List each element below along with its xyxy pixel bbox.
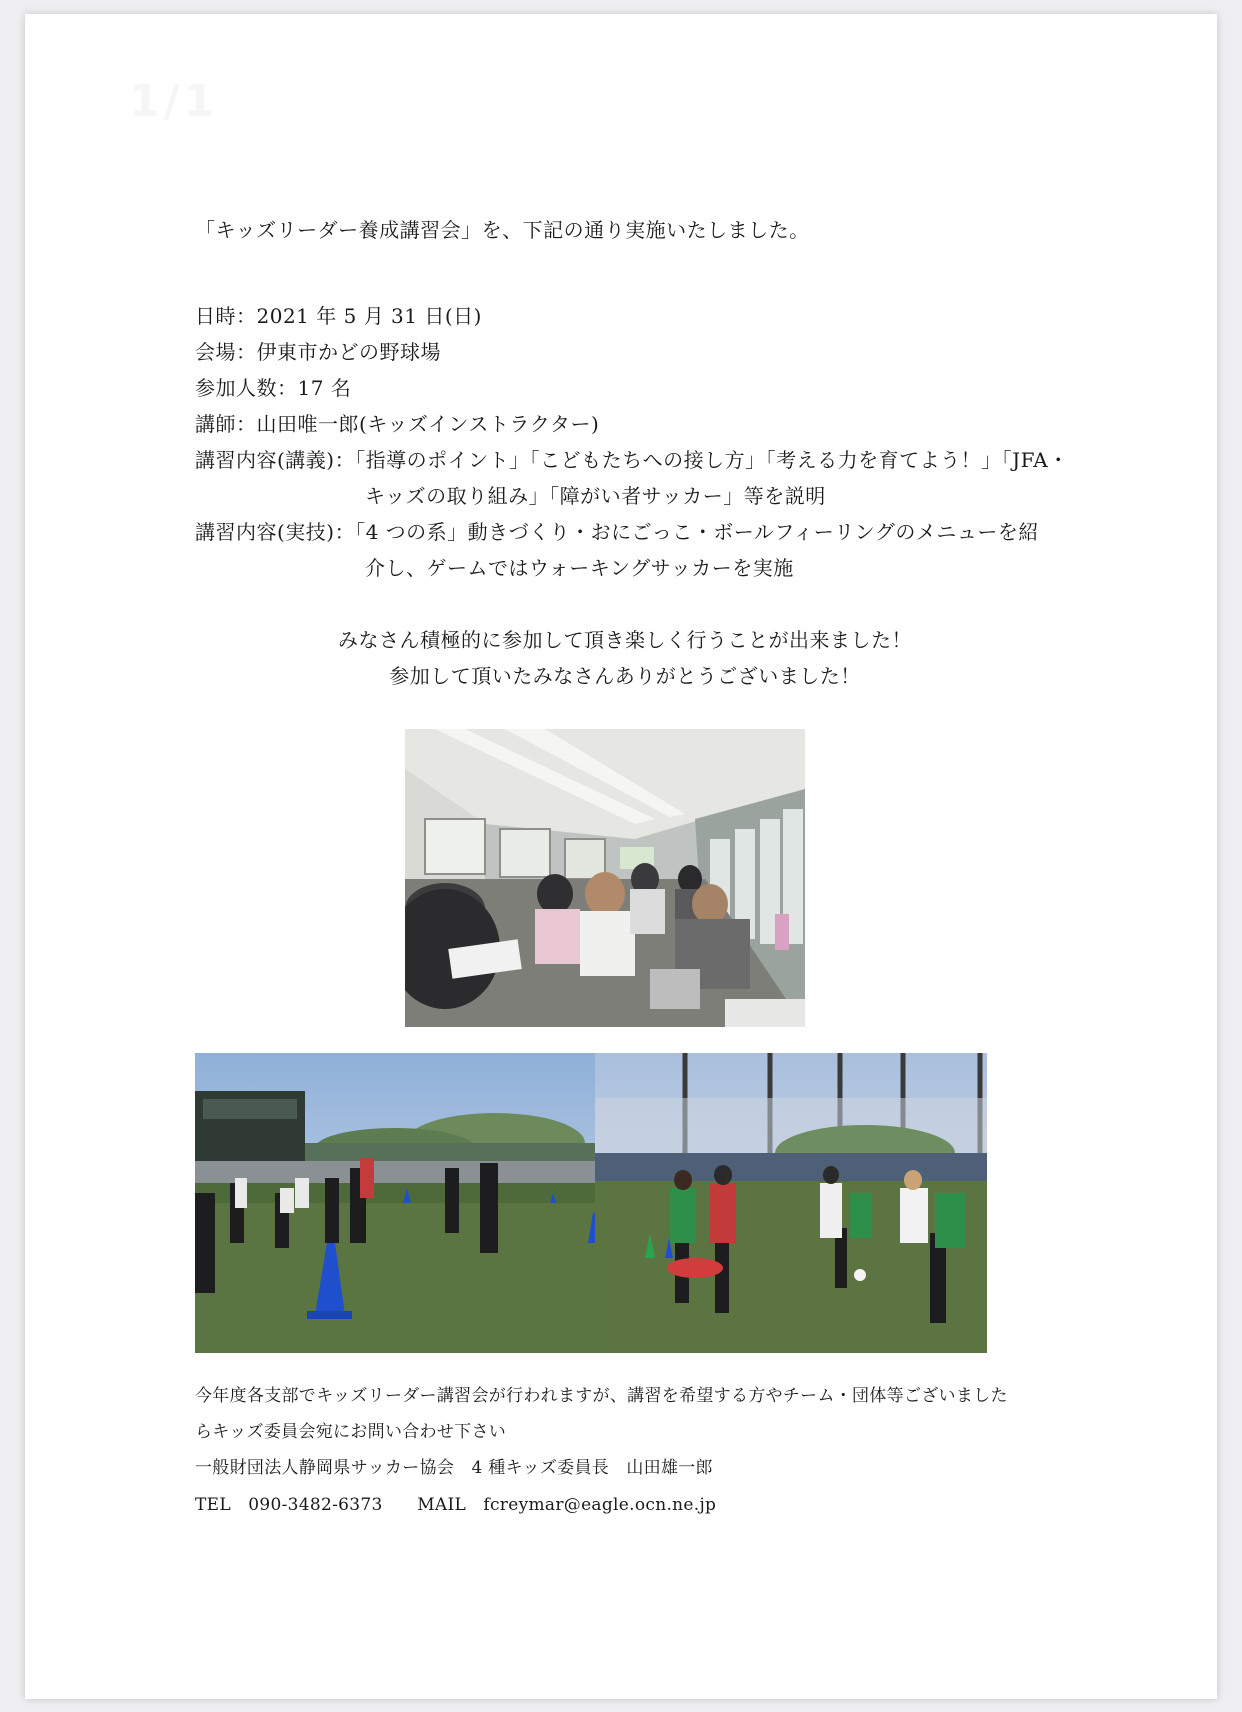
- field-practice-photo-right: [595, 1053, 987, 1353]
- organization-line: 一般財団法人静岡県サッカー協会 4 種キッズ委員長 山田雄一郎: [195, 1458, 713, 1478]
- contact-line: TEL 090-3482-6373 MAIL fcreymar@eagle.ocn.ne.jp: [195, 1495, 717, 1515]
- document-page: [25, 14, 1217, 1699]
- page-indicator: 1/1: [129, 76, 219, 127]
- practical-content-line2: 介し、ゲームではウォーキングサッカーを実施: [365, 556, 794, 580]
- field-practice-photo-left: [195, 1053, 595, 1353]
- classroom-lecture-photo: [405, 729, 805, 1027]
- lecture-content-line1: 講習内容(講義)：「指導のポイント」「こどもたちへの接し方」「考える力を育てよう！」「JFA・: [195, 448, 1069, 472]
- notice-line1: 今年度各支部でキッズリーダー講習会が行われますが、講習を希望する方やチーム・団体等ございました: [195, 1386, 1008, 1406]
- notice-line2: らキッズ委員会宛にお問い合わせ下さい: [195, 1422, 507, 1442]
- intro-text: 「キッズリーダー養成講習会」を、下記の通り実施いたしました。: [195, 218, 810, 242]
- practical-content-line1: 講習内容(実技)：「4 つの系」動きづくり・おにごっこ・ボールフィーリングのメニューを紹: [195, 520, 1039, 544]
- participants-line: 参加人数：17 名: [195, 376, 352, 400]
- thanks-message-line2: 参加して頂いたみなさんありがとうございました！: [389, 664, 861, 688]
- thanks-message-line1: みなさん積極的に参加して頂き楽しく行うことが出来ました！: [338, 628, 912, 652]
- lecture-content-line2: キッズの取り組み」「障がい者サッカー」等を説明: [365, 484, 826, 508]
- venue-line: 会場：伊東市かどの野球場: [195, 340, 441, 364]
- instructor-line: 講師：山田唯一郎(キッズインストラクター): [195, 412, 600, 436]
- date-line: 日時：2021 年 5 月 31 日(日): [195, 304, 482, 328]
